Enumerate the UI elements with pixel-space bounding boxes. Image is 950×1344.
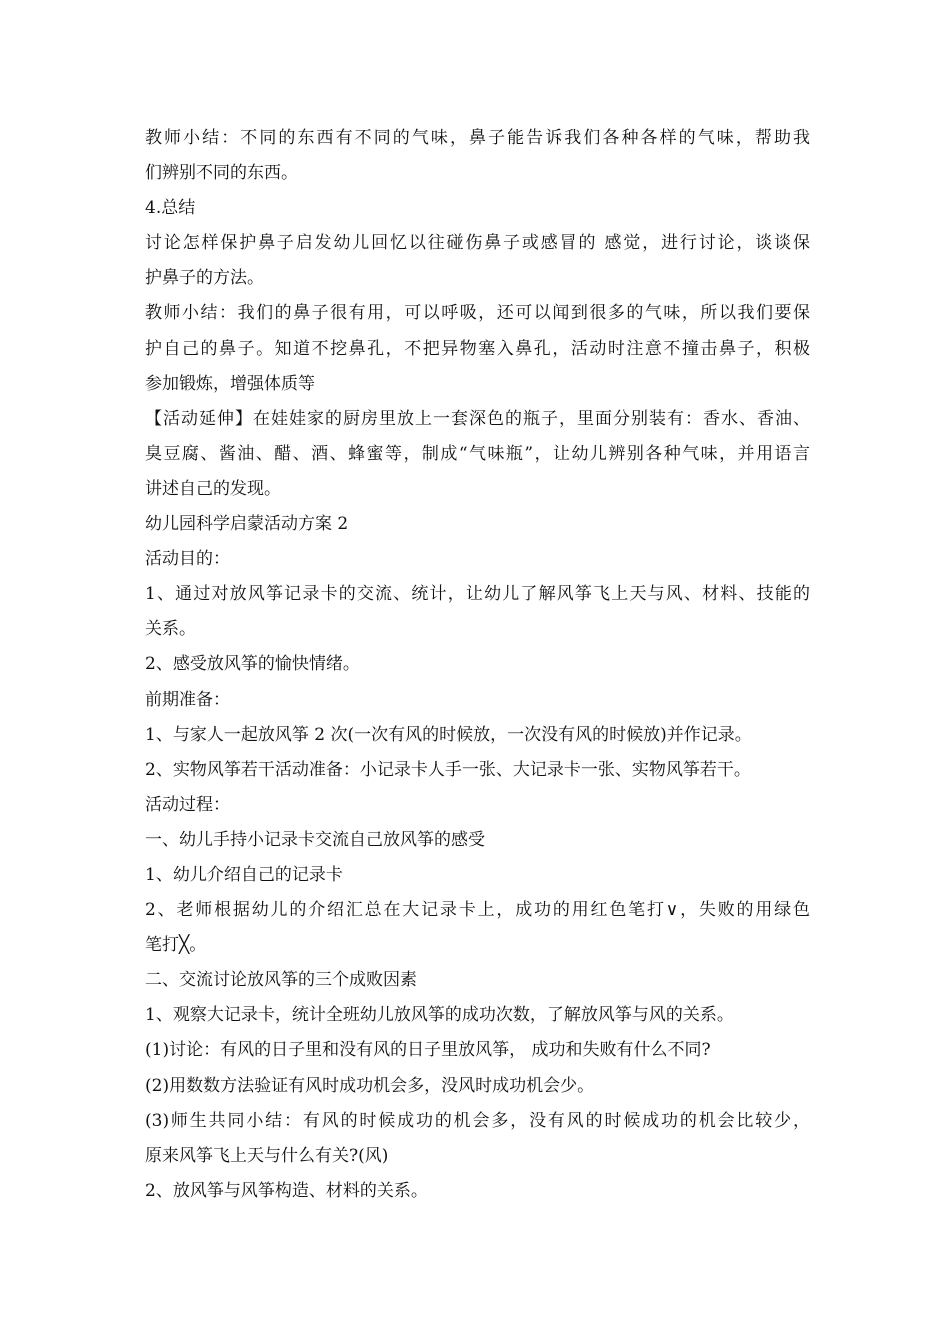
text-line: 4.总结 [145,198,196,219]
text-line: 1、观察大记录卡，统计全班幼儿放风筝的成功次数，了解放风筝与风的关系。 [145,1005,734,1026]
text-line: 2、放风筝与风筝构造、材料的关系。 [145,1180,428,1201]
text-line: 二、交流讨论放风筝的三个成败因素 [145,970,417,991]
text-line: (3)师生共同小结：有风的时候成功的机会多，没有风的时候成功的机会比较少， [145,1110,810,1131]
text-line: 关系。 [145,619,196,640]
text-line: (2)用数数方法验证有风时成功机会多，没风时成功机会少。 [145,1075,595,1096]
text-line: 一、幼儿手持小记录卡交流自己放风筝的感受 [145,829,485,850]
text-line: (1)讨论：有风的日子里和没有风的日子里放风筝， 成功和失败有什么不同? [145,1040,711,1061]
text-line: 教师小结：我们的鼻子很有用，可以呼吸，还可以闻到很多的气味，所以我们要保 [145,303,810,324]
text-line: 2、实物风筝若干活动准备：小记录卡人手一张、大记录卡一张、实物风筝若干。 [145,759,751,780]
text-line: 2、老师根据幼儿的介绍汇总在大记录卡上，成功的用红色笔打∨，失败的用绿色 [145,900,810,921]
text-line: 1、幼儿介绍自己的记录卡 [145,864,343,885]
text-line: 们辨别不同的东西。 [145,163,298,184]
text-line: 护鼻子的方法。 [145,268,264,289]
text-line: 讨论怎样保护鼻子启发幼儿回忆以往碰伤鼻子或感冒的 感觉，进行讨论，谈谈保 [145,233,810,254]
text-line: 原来风筝飞上天与什么有关?(风) [145,1145,389,1166]
text-line: 讲述自己的发现。 [145,478,281,499]
text-line: 幼儿园科学启蒙活动方案 2 [145,514,349,535]
text-line: 1、通过对放风筝记录卡的交流、统计，让幼儿了解风筝飞上天与风、材料、技能的 [145,584,810,605]
text-line: 笔打╳。 [145,935,207,956]
text-line: 【活动延伸】在娃娃家的厨房里放上一套深色的瓶子，里面分别装有：香水、香油、 [145,408,810,429]
text-line: 活动目的： [145,549,230,570]
text-line: 1、与家人一起放风筝 2 次(一次有风的时候放，一次没有风的时候放)并作记录。 [145,724,752,745]
text-line: 前期准备： [145,689,230,710]
text-line: 护自己的鼻子。知道不挖鼻孔，不把异物塞入鼻孔，活动时注意不撞击鼻子，积极 [145,338,810,359]
text-line: 参加锻炼，增强体质等 [145,373,315,394]
document-body [145,121,810,1209]
text-line: 2、感受放风筝的愉快情绪。 [145,654,360,675]
text-line: 教师小结：不同的东西有不同的气味，鼻子能告诉我们各种各样的气味，帮助我 [145,128,810,148]
text-line: 活动过程： [145,794,230,815]
text-line: 臭豆腐、酱油、醋、酒、蜂蜜等，制成“气味瓶”，让幼儿辨别各种气味，并用语言 [145,443,810,464]
